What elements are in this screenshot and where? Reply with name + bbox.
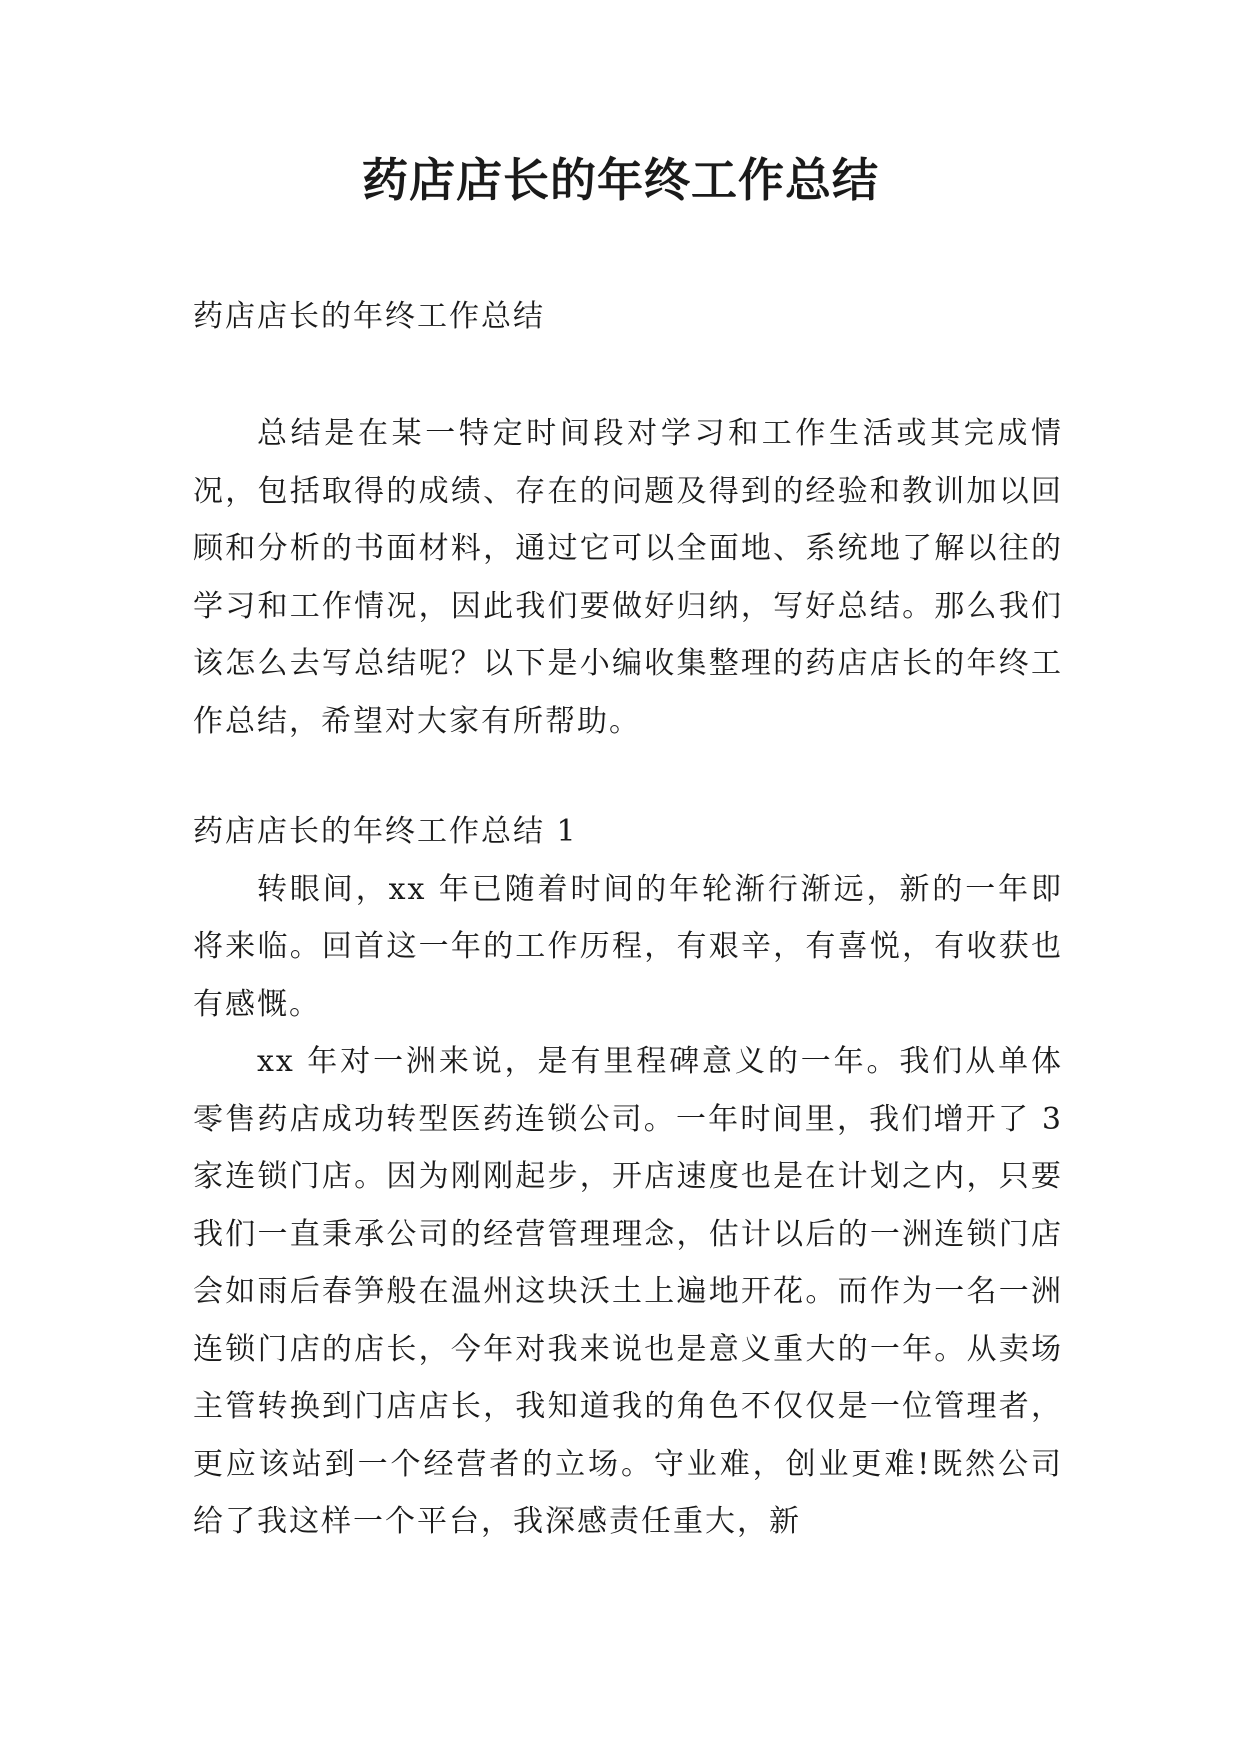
intro-paragraph: 总结是在某一特定时间段对学习和工作生活或其完成情况，包括取得的成绩、存在的问题及得到的经验和教训加以回顾和分析的书面材料，通过它可以全面地、系统地了解以往的学习和工作情况，因此我们要做好归纳，写好总结。那么我们该怎么去写总结呢？以下是小编收集整理的药店店长的年终工作总结，希望对大家有所帮助。 — [193, 416, 1063, 739]
document-title: 药店店长的年终工作总结 — [362, 153, 879, 207]
intro-block — [193, 405, 1063, 750]
section-1 — [193, 803, 1063, 1551]
document-subtitle-block — [193, 288, 1063, 346]
document-subtitle: 药店店长的年终工作总结 — [193, 299, 545, 334]
section-paragraph-1: 转眼间，xx 年已随着时间的年轮渐行渐远，新的一年即将来临。回首这一年的工作历程，有艰辛，有喜悦，有收获也有感慨。 — [193, 871, 1063, 1022]
section-heading: 药店店长的年终工作总结 1 — [193, 814, 578, 849]
section-paragraph-2: xx 年对一洲来说，是有里程碑意义的一年。我们从单体零售药店成功转型医药连锁公司。一年时间里，我们增开了 3 家连锁门店。因为刚刚起步，开店速度也是在计划之内，只要我们一直秉承公司的经营管理理念，估计以后的一洲连锁门店会如雨后春笋般在温州这块沃土上遍地开花。而作为一名一洲连锁门店的店长，今年对我来说也是意义重大的一年。从卖场主管转换到门店店长，我知道我的角色不仅仅是一位管理者，更应该站到一个经营者的立场。守业难，创业更难!既然公司给了我这样一个平台，我深感责任重大，新 — [193, 1044, 1063, 1539]
